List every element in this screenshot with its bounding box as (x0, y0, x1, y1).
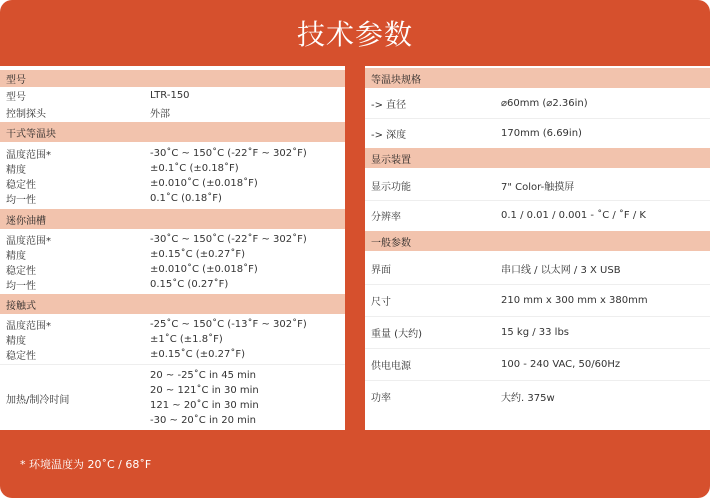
spec-value: LTR-150 (150, 90, 190, 101)
table-row (0, 104, 345, 121)
spec-value: ±1˚C (±1.8˚F) (150, 334, 223, 345)
spec-label: -> 直径 (371, 99, 407, 111)
table-row (0, 247, 345, 262)
spec-label: 温度范围* (6, 236, 51, 247)
spec-value: ±0.15˚C (±0.27˚F) (150, 249, 246, 260)
spec-label: 控制探头 (6, 109, 46, 120)
section-header-model: 型号 (0, 70, 345, 87)
table-row (365, 348, 710, 380)
spec-label: 稳定性 (6, 351, 36, 362)
heat-cool-values (150, 368, 259, 428)
spec-value: 串口线 / 以太网 / 3 X USB (501, 264, 621, 276)
table-row (365, 170, 710, 200)
spec-value: -30˚C ~ 150˚C (-22˚F ~ 302˚F) (150, 234, 307, 245)
spec-label: 精度 (6, 165, 26, 176)
spec-label: 显示功能 (371, 181, 411, 193)
table-row (0, 347, 345, 362)
spec-value: 20 ~ 121˚C in 30 min (150, 385, 259, 396)
left-spec-panel (0, 66, 345, 430)
spec-label: 分辨率 (371, 211, 401, 223)
section-header-mini-bath: 迷你油槽 (0, 209, 345, 229)
table-row (365, 118, 710, 148)
spec-label: 稳定性 (6, 266, 36, 277)
spec-value: ±0.1˚C (±0.18˚F) (150, 163, 239, 174)
spec-value: ±0.010˚C (±0.018˚F) (150, 178, 258, 189)
table-row (0, 277, 345, 292)
table-row (365, 200, 710, 230)
table-row (0, 332, 345, 347)
spec-value: ±0.010˚C (±0.018˚F) (150, 264, 258, 275)
spec-value: 170mm (6.69in) (501, 127, 582, 139)
spec-value: 0.1˚C (0.18˚F) (150, 193, 222, 204)
table-row (0, 87, 345, 104)
divider (0, 364, 345, 365)
spec-label: 稳定性 (6, 180, 36, 191)
spec-value: 7" Color-触摸屏 (501, 181, 575, 193)
table-row (365, 284, 710, 316)
table-row (365, 380, 710, 412)
spec-label: 均一性 (6, 281, 36, 292)
table-row (0, 368, 345, 428)
spec-value: 15 kg / 33 lbs (501, 326, 570, 338)
table-row (0, 176, 345, 191)
section-header-contact: 接触式 (0, 294, 345, 314)
spec-label: 精度 (6, 336, 26, 347)
table-row (365, 316, 710, 348)
spec-label: 重量 (大约) (371, 328, 422, 340)
spec-value: 外部 (150, 109, 170, 120)
right-spec-panel (365, 66, 710, 430)
table-row (0, 262, 345, 277)
table-row (0, 232, 345, 247)
spec-label: 界面 (371, 264, 391, 276)
spec-value: ⌀60mm (⌀2.36in) (501, 97, 588, 109)
spec-value: 0.1 / 0.01 / 0.001 - ˚C / ˚F / K (501, 209, 646, 221)
spec-label: 均一性 (6, 195, 36, 206)
spec-value: -25˚C ~ 150˚C (-13˚F ~ 302˚F) (150, 319, 307, 330)
spec-label: -> 深度 (371, 129, 407, 141)
table-row (0, 317, 345, 332)
table-row (0, 191, 345, 206)
spec-label: 功率 (371, 392, 391, 404)
spec-value: 大约. 375w (501, 392, 555, 404)
spec-label: 供电电源 (371, 360, 411, 372)
spec-value: -30˚C ~ 150˚C (-22˚F ~ 302˚F) (150, 148, 307, 159)
table-row (0, 161, 345, 176)
spec-value: 121 ~ 20˚C in 30 min (150, 400, 259, 411)
spec-value: 20 ~ -25˚C in 45 min (150, 370, 257, 381)
footnote: * 环境温度为 20˚C / 68˚F (20, 458, 152, 471)
section-header-display: 显示装置 (365, 148, 710, 168)
table-row (365, 252, 710, 284)
table-row (365, 88, 710, 118)
section-header-block-spec: 等温块规格 (365, 68, 710, 88)
spec-label: 温度范围* (6, 321, 51, 332)
section-header-general: 一般参数 (365, 231, 710, 251)
spec-label: 型号 (6, 92, 26, 103)
spec-value: 0.15˚C (0.27˚F) (150, 279, 229, 290)
spec-value: 210 mm x 300 mm x 380mm (501, 294, 648, 306)
spec-value: -30 ~ 20˚C in 20 min (150, 415, 257, 426)
spec-label: 精度 (6, 251, 26, 262)
table-row (0, 146, 345, 161)
spec-value: 100 - 240 VAC, 50/60Hz (501, 358, 621, 370)
spec-label: 温度范围* (6, 150, 51, 161)
spec-label: 加热/制冷时间 (6, 394, 70, 406)
section-header-dry-block: 干式等温块 (0, 122, 345, 142)
spec-value: ±0.15˚C (±0.27˚F) (150, 349, 246, 360)
spec-label: 尺寸 (371, 296, 391, 308)
page-title: 技术参数 (296, 18, 413, 51)
